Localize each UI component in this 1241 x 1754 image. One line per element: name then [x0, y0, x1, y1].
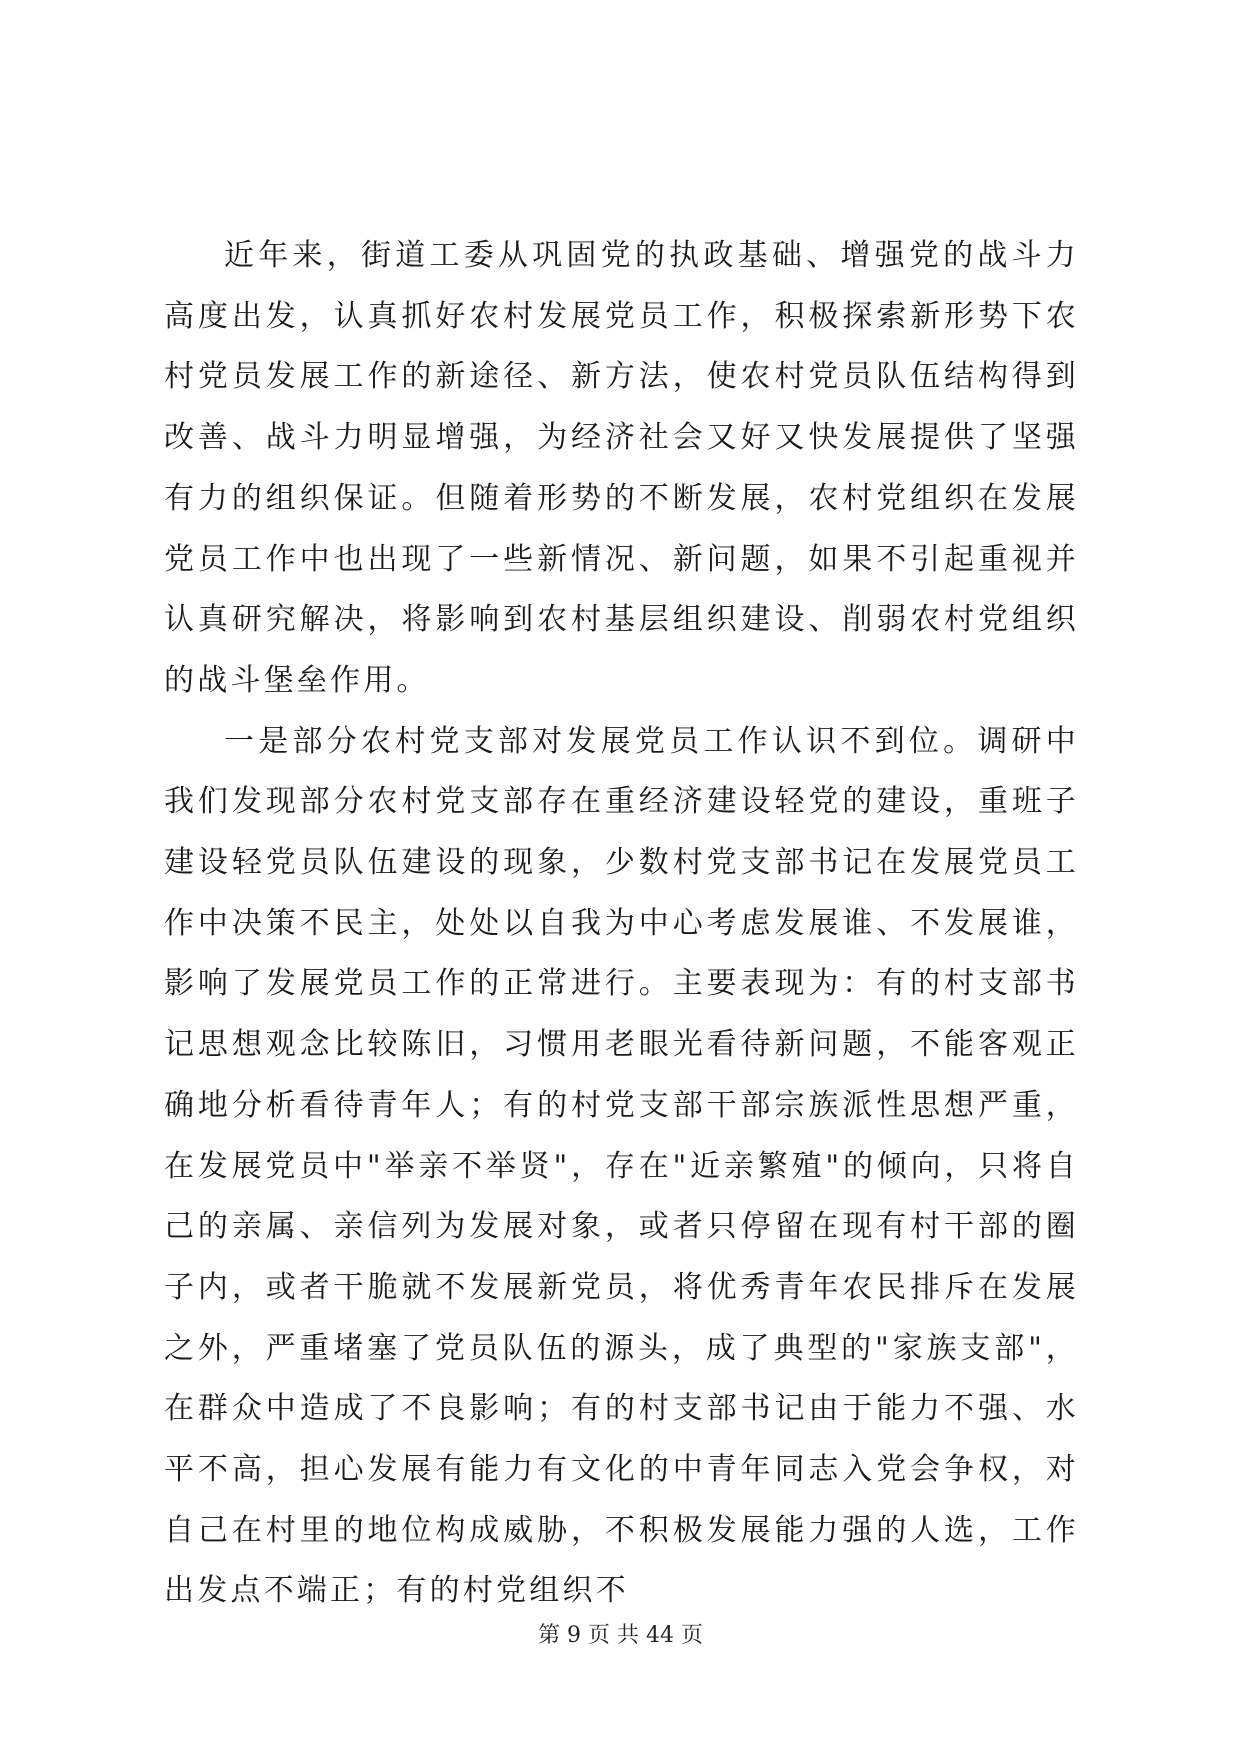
- page-footer: 第 9 页 共 44 页: [538, 1623, 703, 1648]
- paragraph-point-one: 一是部分农村党支部对发展党员工作认识不到位。调研中我们发现部分农村党支部存在重经济建设轻党的建设，重班子建设轻党员队伍建设的现象，少数村党支部书记在发展党员工作中决策不民主，处处以自我为中心考虑发展谁、不发展谁，影响了发展党员工作的正常进行。主要表现为：有的村支部书记思想观念比较陈旧，习惯用老眼光看待新问题，不能客观正确地分析看待青年人；有的村党支部干部宗族派性思想严重，在发展党员中"举亲不举贤"，存在"近亲繁殖"的倾向，只将自己的亲属、亲信列为发展对象，或者只停留在现有村干部的圈子内，或者干脆就不发展新党员，将优秀青年农民排斥在发展之外，严重堵塞了党员队伍的源头，成了典型的"家族支部"，在群众中造成了不良影响；有的村支部书记由于能力不强、水平不高，担心发展有能力有文化的中青年同志入党会争权，对自己在村里的地位构成威胁，不积极发展能力强的人选，工作出发点不端正；有的村党组织不: [164, 723, 1079, 1609]
- paragraph-intro: 近年来，街道工委从巩固党的执政基础、增强党的战斗力高度出发，认真抓好农村发展党员工作，积极探索新形势下农村党员发展工作的新途径、新方法，使农村党员队伍结构得到改善、战斗力明显增强，为经济社会又好又快发展提供了坚强有力的组织保证。但随着形势的不断发展，农村党组织在发展党员工作中也出现了一些新情况、新问题，如果不引起重视并认真研究解决，将影响到农村基层组织建设、削弱农村党组织的战斗堡垒作用。: [164, 238, 1079, 698]
- body-text: [164, 226, 1079, 1622]
